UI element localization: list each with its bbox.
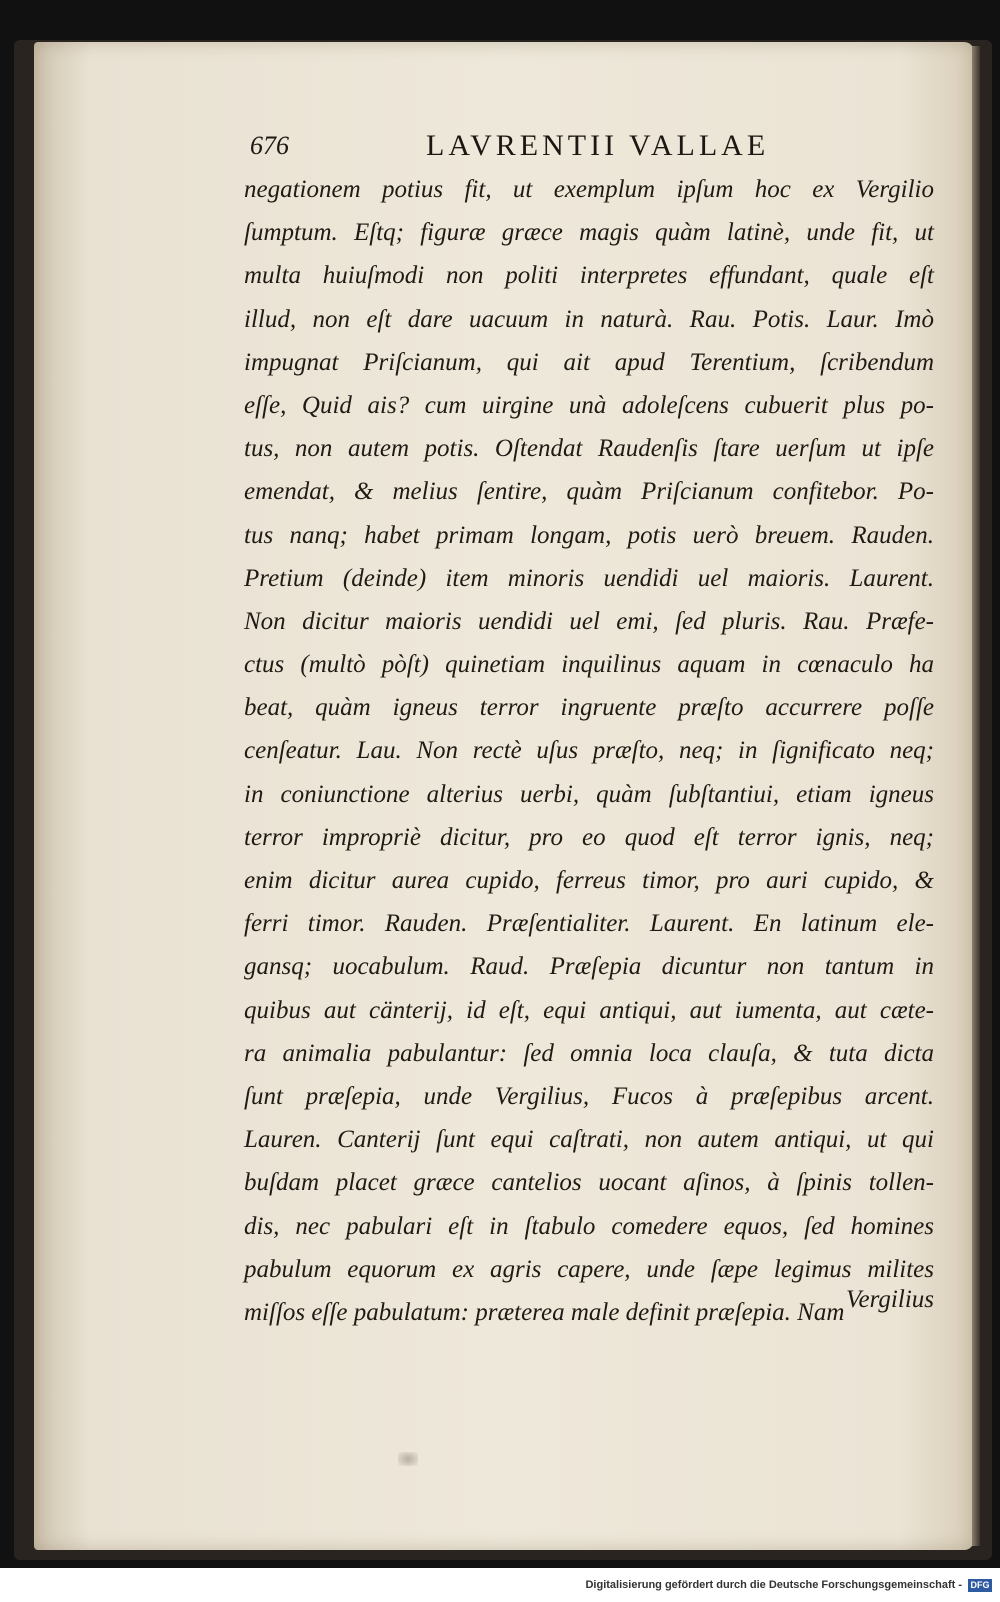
dfg-logo-icon: DFG [968, 1579, 992, 1592]
text-line: ferri timor. Rauden. Præſentialiter. Laurent. En latinum ele- [244, 910, 934, 938]
body-text [244, 168, 934, 1334]
text-line: tus nanq; habet primam longam, potis uerò breuem. Rauden. [244, 521, 934, 549]
text-line: impugnat Priſcianum, qui ait apud Terentium, ſcribendum [244, 348, 934, 376]
page-number: 676 [250, 131, 289, 160]
text-line: quibus aut cänterij, id eſt, equi antiqui, aut iumenta, aut cæte- [244, 996, 934, 1024]
footer-bar [0, 1568, 1000, 1602]
text-line: terror impropriè dicitur, pro eo quod eſt terror ignis, neq; [244, 823, 934, 851]
text-line: negationem potius fit, ut exemplum ipſum hoc ex Vergilio [244, 176, 934, 203]
text-line: multa huiuſmodi non politi interpretes effundant, quale eſt [244, 262, 934, 290]
text-line: gansq; uocabulum. Raud. Præſepia dicuntur non tantum in [244, 953, 934, 981]
text-line: dis, nec pabulari eſt in ſtabulo comedere equos, ſed homines [244, 1212, 934, 1240]
catchword: Vergilius [846, 1286, 934, 1313]
text-line: ſumptum. Eſtq; figuræ græce magis quàm latinè, unde fit, ut [244, 219, 934, 247]
text-line: Lauren. Canterij ſunt equi caſtrati, non autem antiqui, ut qui [244, 1126, 934, 1154]
text-line: in coniunctione alterius uerbi, quàm ſubſtantiui, etiam igneus [244, 780, 934, 808]
text-line: ctus (multò pòſt) quinetiam inquilinus aquam in cœnaculo ha [244, 651, 934, 679]
page-edge [972, 46, 980, 1546]
text-line: emendat, & melius ſentire, quàm Priſcianum confitebor. Po- [244, 478, 934, 506]
text-line: Non dicitur maioris uendidi uel emi, ſed pluris. Rau. Præfe- [244, 607, 934, 635]
text-line: pabulum equorum ex agris capere, unde ſæpe legimus milites [244, 1255, 934, 1283]
text-line: cenſeatur. Lau. Non rectè uſus præſto, neq; in ſignificato neq; [244, 737, 934, 765]
text-line: eſſe, Quid ais? cum uirgine unà adoleſcens cubuerit plus po- [244, 391, 934, 419]
page-header [250, 124, 930, 168]
text-line: miſſos eſſe pabulatum: præterea male definit præſepia. Nam [244, 1298, 845, 1326]
text-line: tus, non autem potis. Oſtendat Raudenſis ſtare uerſum ut ipſe [244, 435, 934, 463]
ink-smudge [398, 1452, 418, 1466]
text-line: beat, quàm igneus terror ingruente præſto accurrere poſſe [244, 694, 934, 722]
text-line: Pretium (deinde) item minoris uendidi uel maioris. Laurent. [244, 564, 934, 592]
text-line: illud, non eſt dare uacuum in naturà. Rau. Potis. Laur. Imò [244, 305, 934, 333]
text-line: buſdam placet græce cantelios uocant aſinos, à ſpinis tollen- [244, 1169, 934, 1197]
text-line: ſunt præſepia, unde Vergilius, Fucos à præſepibus arcent. [244, 1082, 934, 1110]
footer-credit: Digitalisierung gefördert durch die Deutsche Forschungsgemeinschaft - [585, 1579, 962, 1591]
text-line: enim dicitur aurea cupido, ferreus timor, pro auri cupido, & [244, 867, 934, 894]
running-head: LAVRENTII VALLAE [426, 129, 770, 162]
text-line: ra animalia pabulantur: ſed omnia loca clauſa, & tuta dicta [244, 1039, 934, 1067]
